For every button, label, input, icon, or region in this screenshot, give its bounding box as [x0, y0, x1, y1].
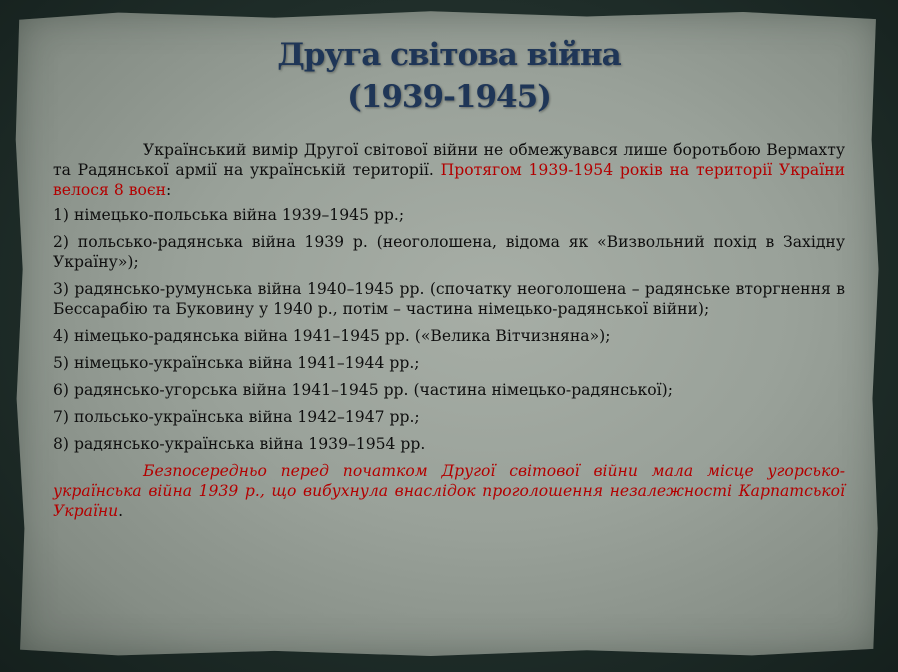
intro-paragraph [53, 140, 845, 200]
intro-end: : [166, 181, 172, 199]
slide-title [0, 34, 898, 118]
war-item-3: 3) радянсько-румунська війна 1940–1945 рр. (спочатку неоголошена – радянське вторгнення в Бессарабію та Буковину у 1940 р., потім – частина німецько-радянської війни); [53, 280, 845, 318]
war-item-8: 8) радянсько-українська війна 1939–1954 рр. [53, 435, 426, 453]
title-line-2: (1939-1945) [347, 79, 551, 115]
slide-body [53, 140, 845, 526]
conclusion-end: . [118, 502, 124, 520]
war-item-2: 2) польсько-радянська війна 1939 р. (неоголошена, відома як «Визвольний похід в Західну Україну»); [53, 233, 845, 271]
intro-highlight: Протягом 1939-1954 років на території України велося 8 воєн [53, 161, 846, 199]
war-item-4: 4) німецько-радянська війна 1941–1945 рр. («Велика Вітчизняна»); [53, 327, 611, 345]
intro-text: Український вимір Другої світової війни не обмежувався лише боротьбою Вермахту та Радянської армії на українській території. [53, 141, 845, 179]
war-item-5: 5) німецько-українська війна 1941–1944 рр.; [53, 354, 420, 372]
war-item-1: 1) німецько-польська війна 1939–1945 рр.; [53, 206, 405, 224]
war-item-7: 7) польсько-українська війна 1942–1947 рр.; [53, 408, 420, 426]
conclusion-paragraph [53, 461, 845, 521]
conclusion-text: Безпосередньо перед початком Другої світової війни мала місце угорсько-українська війна 1939 р., що вибухнула внаслідок проголошення незалежності Карпатської України [53, 462, 845, 520]
title-line-1: Друга світова війна [277, 37, 621, 73]
war-item-6: 6) радянсько-угорська війна 1941–1945 рр. (частина німецько-радянської); [53, 381, 673, 399]
